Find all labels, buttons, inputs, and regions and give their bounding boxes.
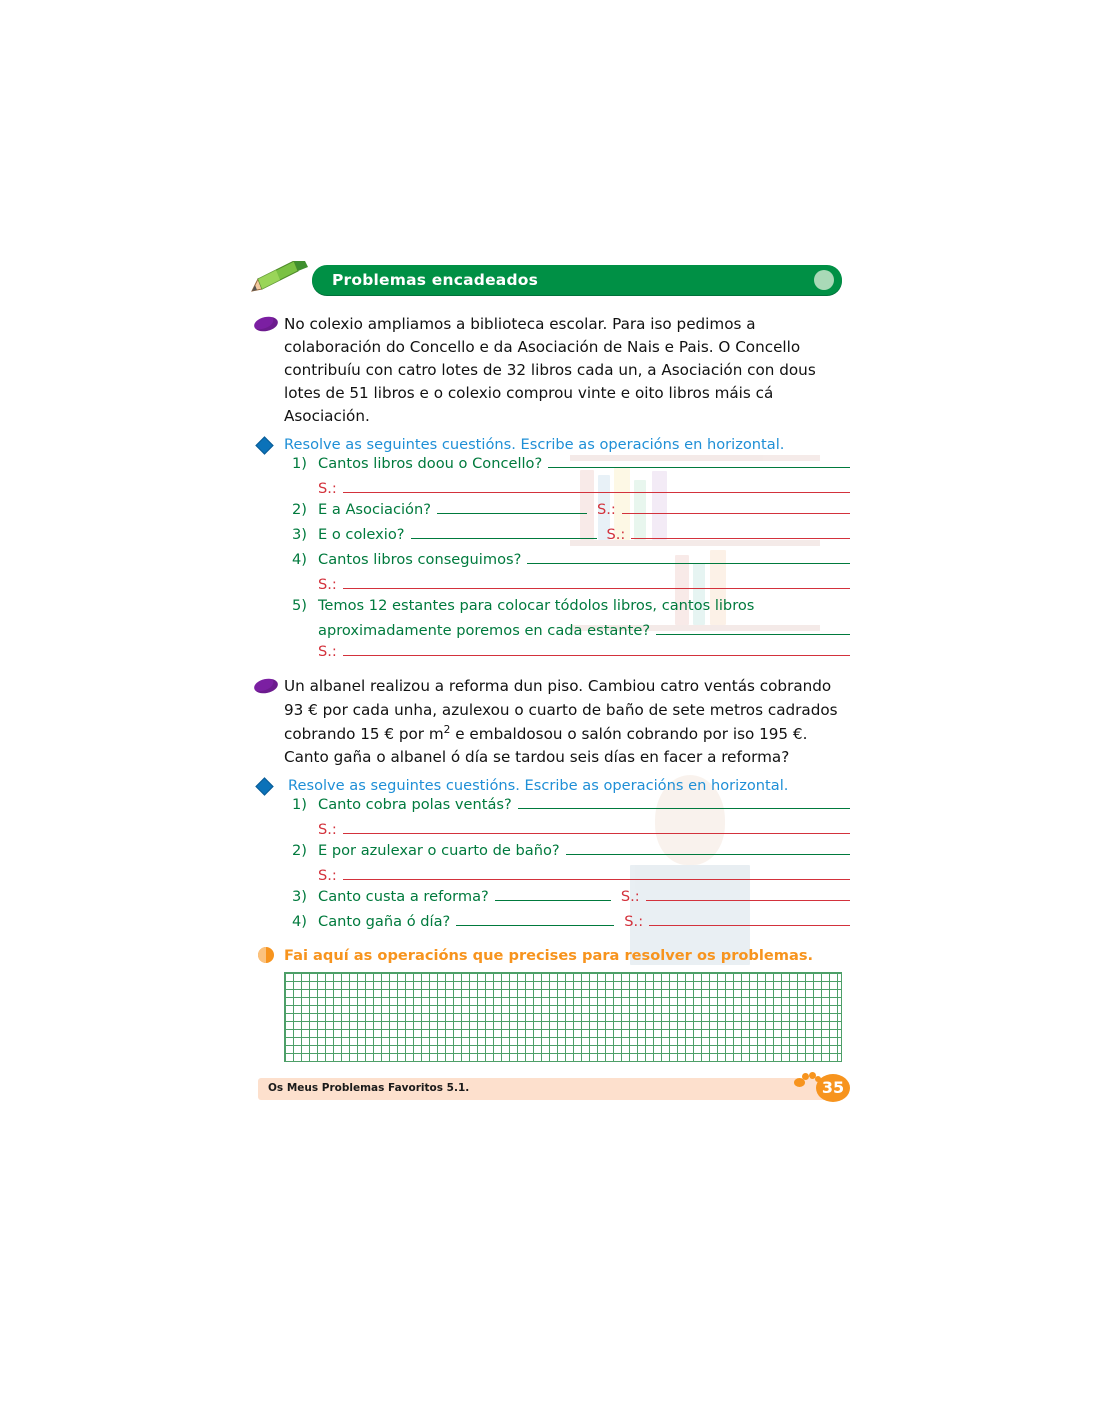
- question-row: [292, 526, 850, 548]
- question-row: [292, 597, 850, 619]
- question-number: 1): [292, 795, 307, 813]
- instruction-text: Resolve as seguintes cuestións. Escribe as operacións en horizontal.: [284, 436, 785, 454]
- question-number: 5): [292, 597, 307, 615]
- question-number: 2): [292, 501, 307, 519]
- solution-line[interactable]: [343, 492, 850, 493]
- section-banner: [312, 265, 842, 295]
- solution-line[interactable]: [622, 513, 850, 514]
- solution-line[interactable]: [646, 900, 850, 901]
- page-number: 35: [816, 1074, 850, 1102]
- pencil-icon: [250, 261, 310, 295]
- question-continuation-row: [292, 622, 850, 640]
- answer-line[interactable]: [437, 513, 587, 514]
- solution-row: [292, 576, 850, 594]
- question-text: E o colexio?: [318, 526, 405, 544]
- solution-label: S.:: [620, 887, 640, 905]
- solution-row: [292, 643, 850, 661]
- solution-label: S.:: [624, 912, 644, 930]
- problem-1-instruction: [250, 434, 850, 453]
- footer-title: Os Meus Problemas Favoritos 5.1.: [268, 1081, 470, 1094]
- problem-1: [250, 313, 850, 428]
- answer-line[interactable]: [518, 808, 850, 809]
- problem-2: [250, 675, 850, 768]
- page-footer: [250, 1078, 850, 1104]
- solution-line[interactable]: [343, 879, 850, 880]
- question-row: [292, 455, 850, 477]
- question-number: 4): [292, 551, 307, 569]
- diamond-bullet-icon: [255, 437, 273, 455]
- answer-line[interactable]: [411, 538, 597, 539]
- question-row: [292, 913, 850, 935]
- section-title: Problemas encadeados: [332, 271, 539, 289]
- oval-bullet-icon: [253, 677, 279, 696]
- question-row: [292, 888, 850, 910]
- squared-work-area[interactable]: [284, 972, 842, 1062]
- question-text: Canto custa a reforma?: [318, 887, 489, 905]
- question-row: [292, 551, 850, 573]
- work-area-note: [250, 945, 850, 964]
- solution-line[interactable]: [649, 925, 850, 926]
- question-row: [292, 796, 850, 818]
- question-text: Temos 12 estantes para colocar tódolos libros, cantos libros: [318, 597, 755, 615]
- solution-row: [292, 821, 850, 839]
- solution-label: S.:: [318, 643, 337, 661]
- problem-2-instruction: [250, 775, 850, 794]
- question-number: 4): [292, 912, 307, 930]
- solution-line[interactable]: [343, 588, 850, 589]
- question-number: 2): [292, 841, 307, 859]
- question-row: [292, 501, 850, 523]
- instruction-text: Resolve as seguintes cuestións. Escribe as operacións en horizontal.: [288, 776, 789, 794]
- question-row: [292, 842, 850, 864]
- question-text: E por azulexar o cuarto de baño?: [318, 841, 560, 859]
- question-text: E a Asociación?: [318, 501, 431, 519]
- question-number: 1): [292, 455, 307, 473]
- solution-line[interactable]: [631, 538, 850, 539]
- solution-label: S.:: [318, 866, 337, 884]
- answer-line[interactable]: [566, 854, 850, 855]
- problem-2-questions: [250, 796, 850, 935]
- solution-label: S.:: [606, 526, 626, 544]
- worksheet-page: [250, 265, 850, 1104]
- answer-line[interactable]: [456, 925, 614, 926]
- question-number: 3): [292, 526, 307, 544]
- question-text: Canto gaña ó día?: [318, 912, 451, 930]
- problem-1-text: No colexio ampliamos a biblioteca escolar. Para iso pedimos a colaboración do Concello e da Asociación de Nais e Pais. O Concello contribuíu con catro lotes de 32 libros cada un, a Asociación con dous lotes de 51 libros e o colexio comprou vinte e oito libros máis cá Asociación.: [284, 315, 816, 426]
- half-circle-icon: [258, 947, 274, 963]
- question-text: Cantos libros doou o Concello?: [318, 455, 543, 473]
- question-text: Canto cobra polas ventás?: [318, 795, 512, 813]
- problem-2-text-part1: Un albanel realizou a reforma dun piso. Cambiou catro ventás cobrando 93 € por cada unha, azulexou o cuarto de baño de sete metros cadrados cobrando 15 € por $m^2$ e embaldosou o salón cobrando por iso 195 €. Canto gaña o albanel ó día se tardou seis días en facer a reforma?: [284, 677, 838, 766]
- page-number-badge: [794, 1072, 850, 1104]
- answer-line[interactable]: [548, 467, 850, 468]
- circle-decoration-icon: [814, 270, 834, 290]
- question-text-continued: aproximadamente poremos en cada estante?: [318, 622, 651, 640]
- solution-row: [292, 867, 850, 885]
- solution-label: S.:: [318, 480, 337, 498]
- solution-label: S.:: [318, 576, 337, 594]
- problem-2-text: [284, 675, 850, 768]
- answer-line[interactable]: [527, 563, 850, 564]
- solution-label: S.:: [596, 501, 616, 519]
- solution-row: [292, 480, 850, 498]
- oval-bullet-icon: [253, 315, 279, 334]
- solution-label: S.:: [318, 820, 337, 838]
- work-area-note-text: Fai aquí as operacións que precises para resolver os problemas.: [284, 946, 814, 964]
- question-text: Cantos libros conseguimos?: [318, 551, 522, 569]
- answer-line[interactable]: [495, 900, 611, 901]
- solution-line[interactable]: [343, 833, 850, 834]
- question-number: 3): [292, 887, 307, 905]
- answer-line[interactable]: [656, 634, 850, 635]
- problem-1-questions: [250, 455, 850, 661]
- section-header: [250, 265, 850, 299]
- diamond-bullet-icon: [255, 777, 273, 795]
- solution-line[interactable]: [343, 655, 850, 656]
